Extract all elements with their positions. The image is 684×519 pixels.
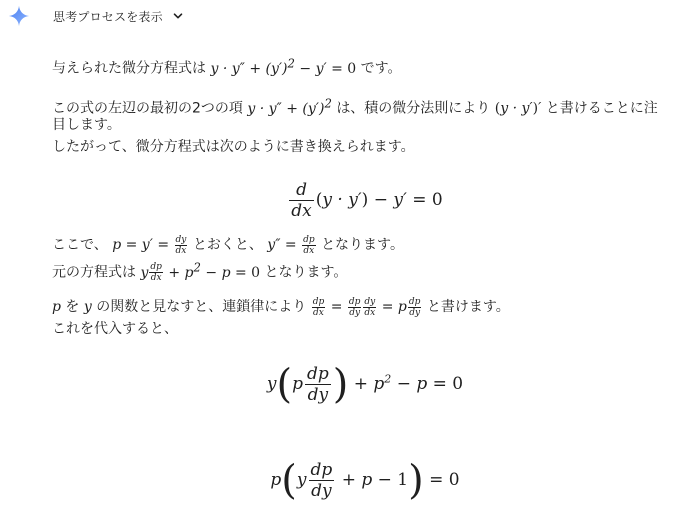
math-original-equation: $y \cdot y'' + (y')^2 - y' = 0$ xyxy=(210,56,357,77)
paragraph-rewrite-intro: したがって、微分方程式は次のように書き換えられます。 xyxy=(52,139,415,155)
math-product-derivative: (y · y′)′ xyxy=(494,100,542,117)
gemini-sparkle-icon xyxy=(8,5,30,27)
math-p-definition: p = y′ = $\frac{dy}{dx}$ xyxy=(112,234,187,256)
display-equation-factored: p(y $\frac{dp}{dy}$ + p − 1) = 0 xyxy=(270,457,460,504)
paragraph-product-rule-cont: 目します。 xyxy=(52,117,121,133)
math-equation-in-p: y $\frac{dp}{dx}$ + $p^2 - p = 0$ xyxy=(140,260,261,284)
paragraph-equation-statement: 与えられた微分方程式は $y \cdot y'' + (y')^2 - y' = 0$ です。 xyxy=(52,56,402,77)
paragraph-substitution: ここで、 p = y′ = $\frac{dy}{dx}$ とおくと、 y″ = $\frac{dp}{dx}$ となります。 xyxy=(52,234,404,256)
response-content xyxy=(52,52,678,504)
show-thinking-label: 思考プロセスを表示 xyxy=(53,9,163,24)
math-chain-rule: $\frac{dp}{dx}$ = $\frac{dp}{dy}$ $\frac{dy}{dx}$ = p $\frac{dp}{dy}$ xyxy=(312,296,421,318)
chevron-down-icon xyxy=(172,10,184,22)
paragraph-chain-rule: p を y の関数と見なすと、連鎖律により $\frac{dp}{dx}$ = $\frac{dp}{dy}$ $\frac{dy}{dx}$ = p $\frac{dp}{dy}$ と書けます。 xyxy=(52,296,510,318)
math-y-double-prime: y″ = $\frac{dp}{dx}$ xyxy=(267,234,315,256)
show-thinking-process-toggle[interactable] xyxy=(8,4,184,28)
display-equation-substituted: y(p $\frac{dp}{dy}$ ) + $p^2 - p = 0$ xyxy=(266,361,464,408)
paragraph-substitute-intro: これを代入すると、 xyxy=(52,321,178,337)
math-first-two-terms: $y \cdot y'' + (y')^2$ xyxy=(247,96,332,117)
paragraph-substituted-equation: 元の方程式は y $\frac{dp}{dx}$ + $p^2 - p = 0$ となります。 xyxy=(52,260,348,284)
display-equation-rewritten: $\frac{d}{dx}$ (y · y′) − y′ = 0 xyxy=(291,180,443,221)
paragraph-product-rule: この式の左辺の最初の2つの項 $y \cdot y'' + (y')^2$ は、積の微分法則により (y · y′)′ と書けることに注 xyxy=(52,96,658,117)
